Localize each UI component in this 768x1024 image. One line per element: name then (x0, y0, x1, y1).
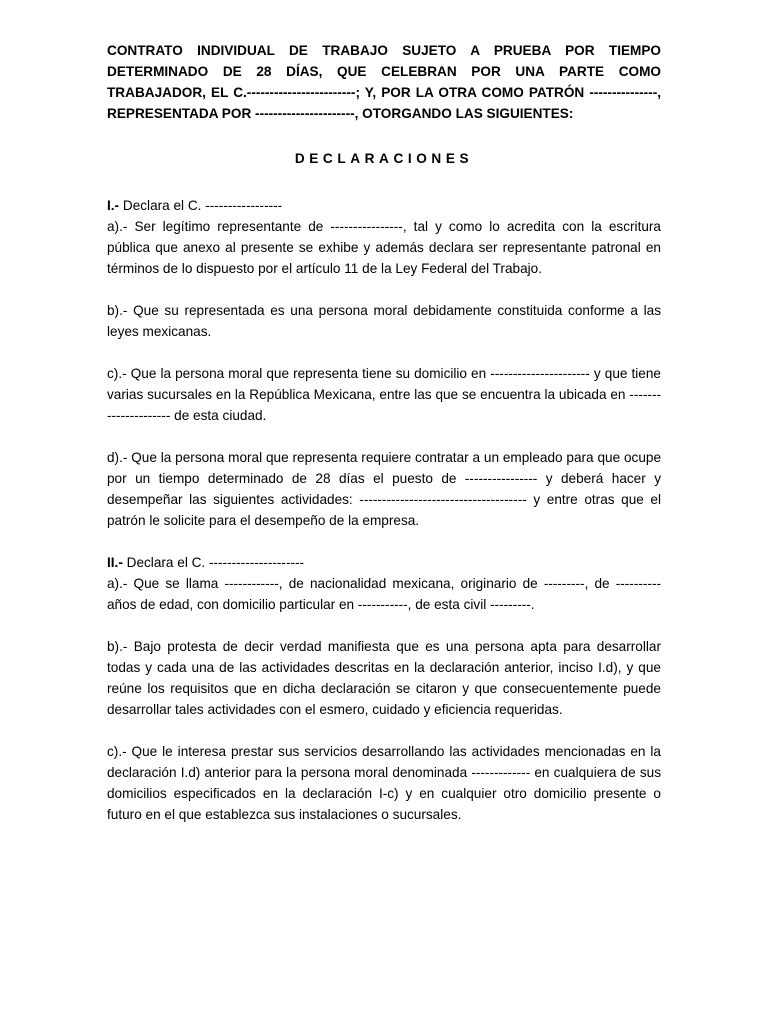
section-1-item-d: d).- Que la persona moral que representa requiere contratar a un empleado para que ocupe por un tiempo determinado de 28 días el puesto de ---------------- y deberá hacer y desempeñar las siguientes actividades: ------------------------------------- y entre otras que el patrón le solicite para el desempeño de la empresa. (107, 450, 661, 528)
section-1-item-b: b).- Que su representada es una persona moral debidamente constituida conforme a las leyes mexicanas. (107, 303, 661, 339)
contract-title: CONTRATO INDIVIDUAL DE TRABAJO SUJETO A PRUEBA POR TIEMPO DETERMINADO DE 28 DÍAS, QUE CELEBRAN POR UNA PARTE COMO TRABAJADOR, EL C.------------------------; Y, POR LA OTRA COMO PATRÓN ---------------, REPRESENTADA POR ----------------------, OTORGANDO LAS SIGUIENTES: (107, 43, 661, 121)
section-1-intro: Declara el C. ----------------- (119, 198, 283, 213)
section-declaration-1 (107, 195, 661, 531)
section-1-item-c: c).- Que la persona moral que representa tiene su domicilio en ---------------------- y que tiene varias sucursales en la República Mexicana, entre las que se encuentra la ubicada en --------------------- de esta ciudad. (107, 366, 661, 423)
section-1-item-a: a).- Ser legítimo representante de ----------------, tal y como lo acredita con la escritura pública que anexo al presente se exhibe y además declara ser representante patronal en términos de lo dispuesto por el artículo 11 de la Ley Federal del Trabajo. (107, 219, 661, 276)
section-2-label: II.- (107, 555, 123, 570)
section-2-item-c: c).- Que le interesa prestar sus servicios desarrollando las actividades mencionadas en la declaración I.d) anterior para la persona moral denominada ------------- en cualquiera de sus domicilios especificados en la declaración I-c) y en cualquier otro domicilio presente o futuro en el que establezca sus instalaciones o sucursales. (107, 744, 661, 822)
declarations-heading: DECLARACIONES (294, 151, 474, 166)
section-2-item-b: b).- Bajo protesta de decir verdad manifiesta que es una persona apta para desarrollar todas y cada una de las actividades descritas en la declaración anterior, inciso I.d), y que reúne los requisitos que en dicha declaración se citaron y que consecuentemente puede desarrollar tales actividades con el esmero, cuidado y eficiencia requeridas. (107, 639, 661, 717)
section-declaration-2 (107, 552, 661, 825)
section-2-header (107, 552, 661, 573)
section-2-item-a: a).- Que se llama ------------, de nacionalidad mexicana, originario de ---------, de ---------- años de edad, con domicilio particular en -----------, de esta civil ---------. (107, 576, 661, 612)
section-1-label: I.- (107, 198, 120, 213)
section-1-header (107, 195, 661, 216)
section-2-intro: Declara el C. --------------------- (122, 555, 305, 570)
